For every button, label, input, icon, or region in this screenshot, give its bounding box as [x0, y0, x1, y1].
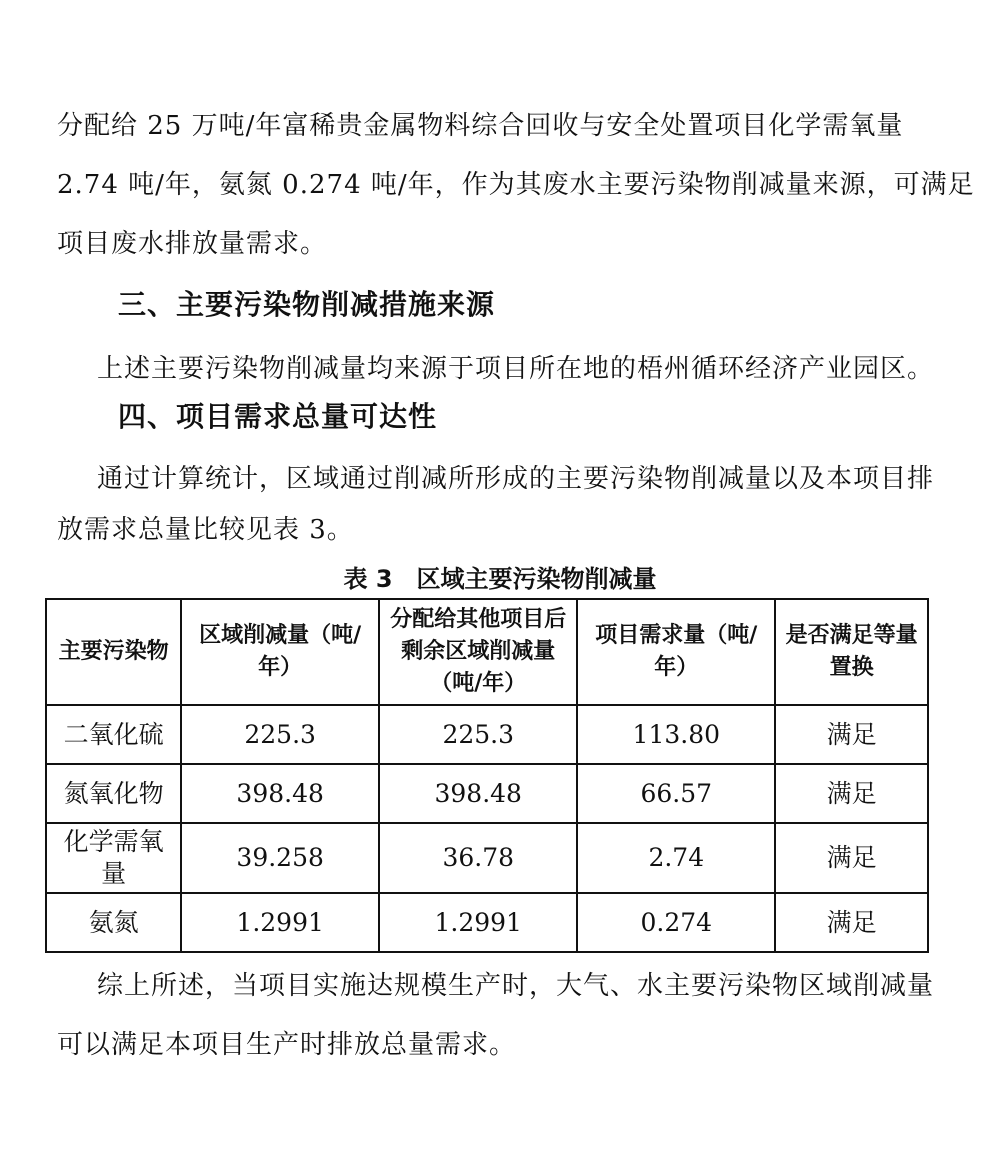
cell-project-demand: 66.57	[577, 764, 775, 823]
table-row	[46, 823, 928, 893]
header-pollutant: 主要污染物	[46, 599, 181, 705]
pollutant-reduction-table	[45, 598, 929, 953]
cell-regional-reduction: 398.48	[181, 764, 379, 823]
cell-regional-reduction: 225.3	[181, 705, 379, 764]
cell-equal-replacement: 满足	[775, 705, 928, 764]
cell-project-demand: 0.274	[577, 893, 775, 952]
table-row	[46, 893, 928, 952]
cell-pollutant: 氮氧化物	[46, 764, 181, 823]
header-equal-replacement: 是否满足等量置换	[775, 599, 928, 705]
cell-pollutant: 氨氮	[46, 893, 181, 952]
table-caption-title: 区域主要污染物削减量	[416, 565, 657, 593]
cell-regional-reduction: 39.258	[181, 823, 379, 893]
table-caption-number: 表 3	[343, 565, 393, 593]
cell-project-demand: 113.80	[577, 705, 775, 764]
header-remaining-reduction: 分配给其他项目后剩余区域削减量（吨/年）	[379, 599, 577, 705]
cell-remaining-reduction: 36.78	[379, 823, 577, 893]
header-project-demand: 项目需求量（吨/年）	[577, 599, 775, 705]
table-caption	[0, 563, 1000, 595]
paragraph-1-line-2: 2.74 吨/年，氨氮 0.274 吨/年，作为其废水主要污染物削减量来源，可满足	[57, 170, 975, 200]
table-row	[46, 705, 928, 764]
cell-remaining-reduction: 1.2991	[379, 893, 577, 952]
cell-regional-reduction: 1.2991	[181, 893, 379, 952]
cell-pollutant: 化学需氧量	[46, 823, 181, 893]
section-4-line-2: 放需求总量比较见表 3。	[57, 515, 354, 545]
table-header-row	[46, 599, 928, 705]
cell-equal-replacement: 满足	[775, 893, 928, 952]
cell-remaining-reduction: 225.3	[379, 705, 577, 764]
paragraph-1-line-3: 项目废水排放量需求。	[57, 229, 328, 259]
cell-remaining-reduction: 398.48	[379, 764, 577, 823]
header-regional-reduction: 区域削减量（吨/年）	[181, 599, 379, 705]
cell-equal-replacement: 满足	[775, 764, 928, 823]
conclusion-line-2: 可以满足本项目生产时排放总量需求。	[57, 1030, 517, 1060]
section-3-heading: 三、主要污染物削减措施来源	[118, 288, 496, 321]
cell-equal-replacement: 满足	[775, 823, 928, 893]
section-4-heading: 四、项目需求总量可达性	[118, 400, 438, 433]
cell-project-demand: 2.74	[577, 823, 775, 893]
table-row	[46, 764, 928, 823]
section-4-line-1: 通过计算统计，区域通过削减所形成的主要污染物削减量以及本项目排	[97, 464, 935, 494]
paragraph-1-line-1: 分配给 25 万吨/年富稀贵金属物料综合回收与安全处置项目化学需氧量	[57, 111, 904, 141]
conclusion-line-1: 综上所述，当项目实施达规模生产时，大气、水主要污染物区域削减量	[97, 971, 935, 1001]
cell-pollutant: 二氧化硫	[46, 705, 181, 764]
section-3-text: 上述主要污染物削减量均来源于项目所在地的梧州循环经济产业园区。	[97, 354, 935, 384]
